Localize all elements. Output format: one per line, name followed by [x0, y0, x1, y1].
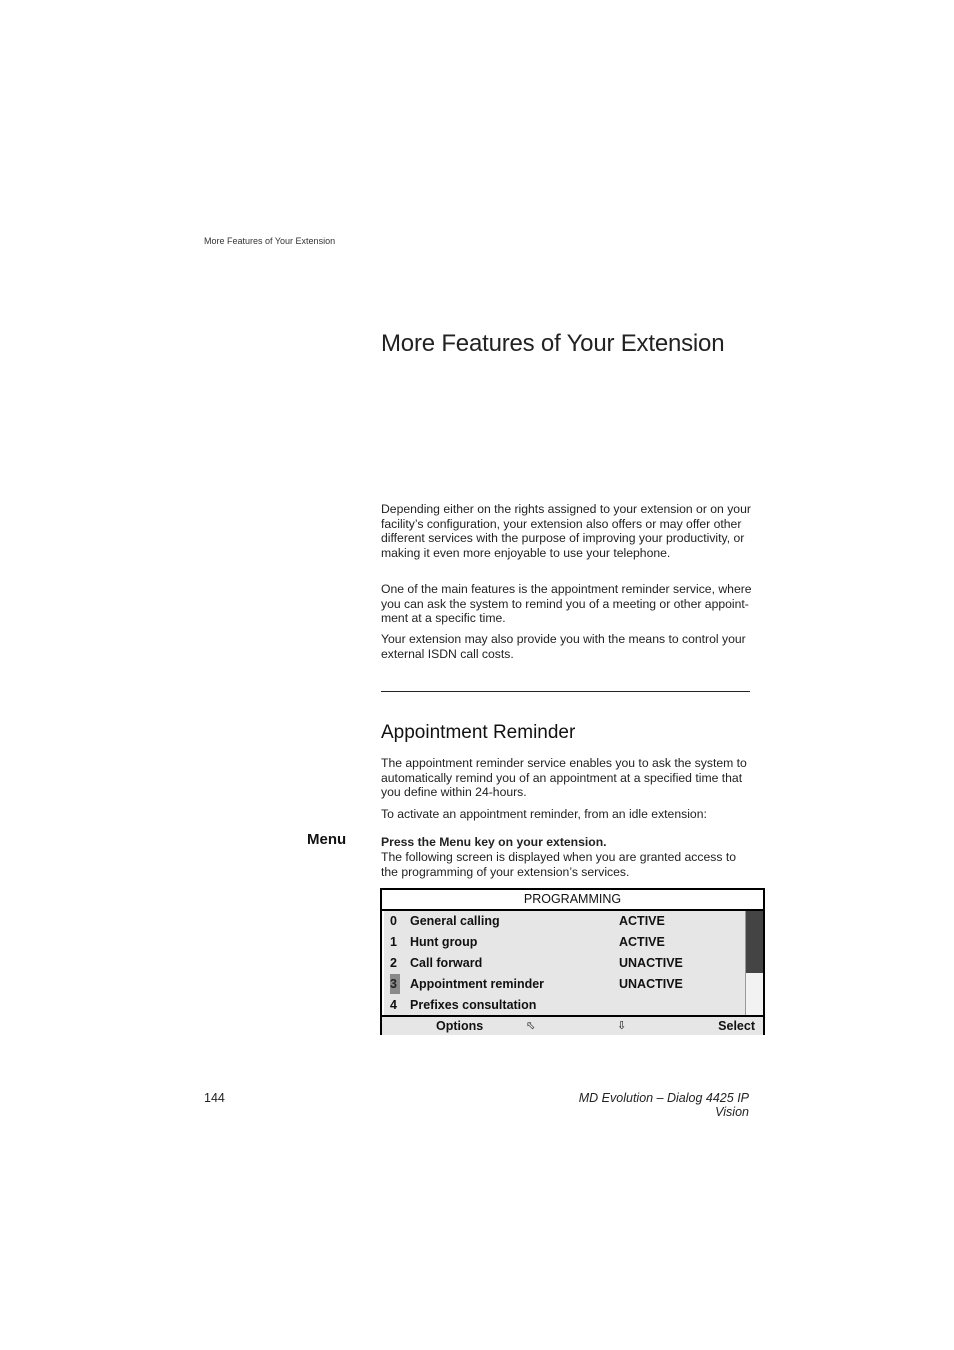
menu-item-name: Hunt group: [410, 935, 478, 949]
menu-item-hunt-group[interactable]: [384, 932, 745, 952]
phone-display: [380, 888, 765, 1035]
menu-item-number: 1: [390, 935, 397, 949]
arrow-up-left-icon: ⬁: [526, 1020, 536, 1032]
menu-key-label: Menu: [307, 831, 347, 848]
section-paragraph-2: To activate an appointment reminder, from an idle extension:: [381, 807, 707, 821]
scrollbar[interactable]: [745, 911, 763, 1015]
chapter-title: More Features of Your Extension: [381, 330, 725, 357]
menu-item-status: ACTIVE: [619, 935, 665, 949]
running-header: More Features of Your Extension: [204, 236, 336, 246]
arrow-down-icon: ⇩: [617, 1020, 627, 1032]
section-title: Appointment Reminder: [381, 722, 576, 743]
menu-item-appointment-reminder[interactable]: [384, 974, 745, 994]
menu-item-prefixes-consultation[interactable]: [384, 995, 745, 1015]
section-paragraph-1: The appointment reminder service enables you to ask the system to automatically remind you of an appointment at a specified time that you define within 24-hours.: [381, 756, 747, 800]
menu-item-call-forward[interactable]: [384, 953, 745, 973]
menu-item-number: 2: [390, 956, 397, 970]
menu-item-status: UNACTIVE: [619, 956, 683, 970]
intro-paragraph-3: Your extension may also provide you with the means to control your external ISDN call costs.: [381, 632, 746, 661]
softkey-bar: [382, 1015, 763, 1035]
screen-title: PROGRAMMING: [382, 890, 763, 911]
menu-item-number: 0: [390, 914, 397, 928]
step-instruction: Press the Menu key on your extension.: [381, 835, 607, 849]
menu-list: [384, 911, 745, 1015]
menu-item-status: ACTIVE: [619, 914, 665, 928]
section-divider: [381, 691, 750, 692]
menu-item-name: Prefixes consultation: [410, 998, 537, 1012]
options-softkey[interactable]: Options: [436, 1019, 484, 1033]
menu-item-name: Call forward: [410, 956, 483, 970]
menu-item-general-calling[interactable]: [384, 911, 745, 931]
intro-paragraph-1: Depending either on the rights assigned to your extension or on your facility’s configuration, your extension also offers or may offer other different services with the purpose of improving your productivity, or making it even more enjoyable to use your telephone.: [381, 502, 751, 560]
menu-item-name: Appointment reminder: [410, 977, 545, 991]
menu-item-number-cursor: 3: [390, 974, 400, 994]
scrollbar-thumb[interactable]: [746, 911, 763, 973]
intro-paragraph-2: One of the main features is the appointment reminder service, where you can ask the system to remind you of a meeting or other appoint-ment at a specific time.: [381, 582, 752, 626]
menu-item-number: 4: [390, 998, 397, 1012]
page-number: 144: [204, 1091, 225, 1105]
menu-item-status: UNACTIVE: [619, 977, 683, 991]
footer-doc-title: MD Evolution – Dialog 4425 IP Vision: [578, 1091, 749, 1119]
step-description: The following screen is displayed when you are granted access to the programming of your extension’s services.: [381, 850, 736, 879]
select-softkey[interactable]: Select: [718, 1019, 755, 1033]
menu-item-name: General calling: [410, 914, 500, 928]
